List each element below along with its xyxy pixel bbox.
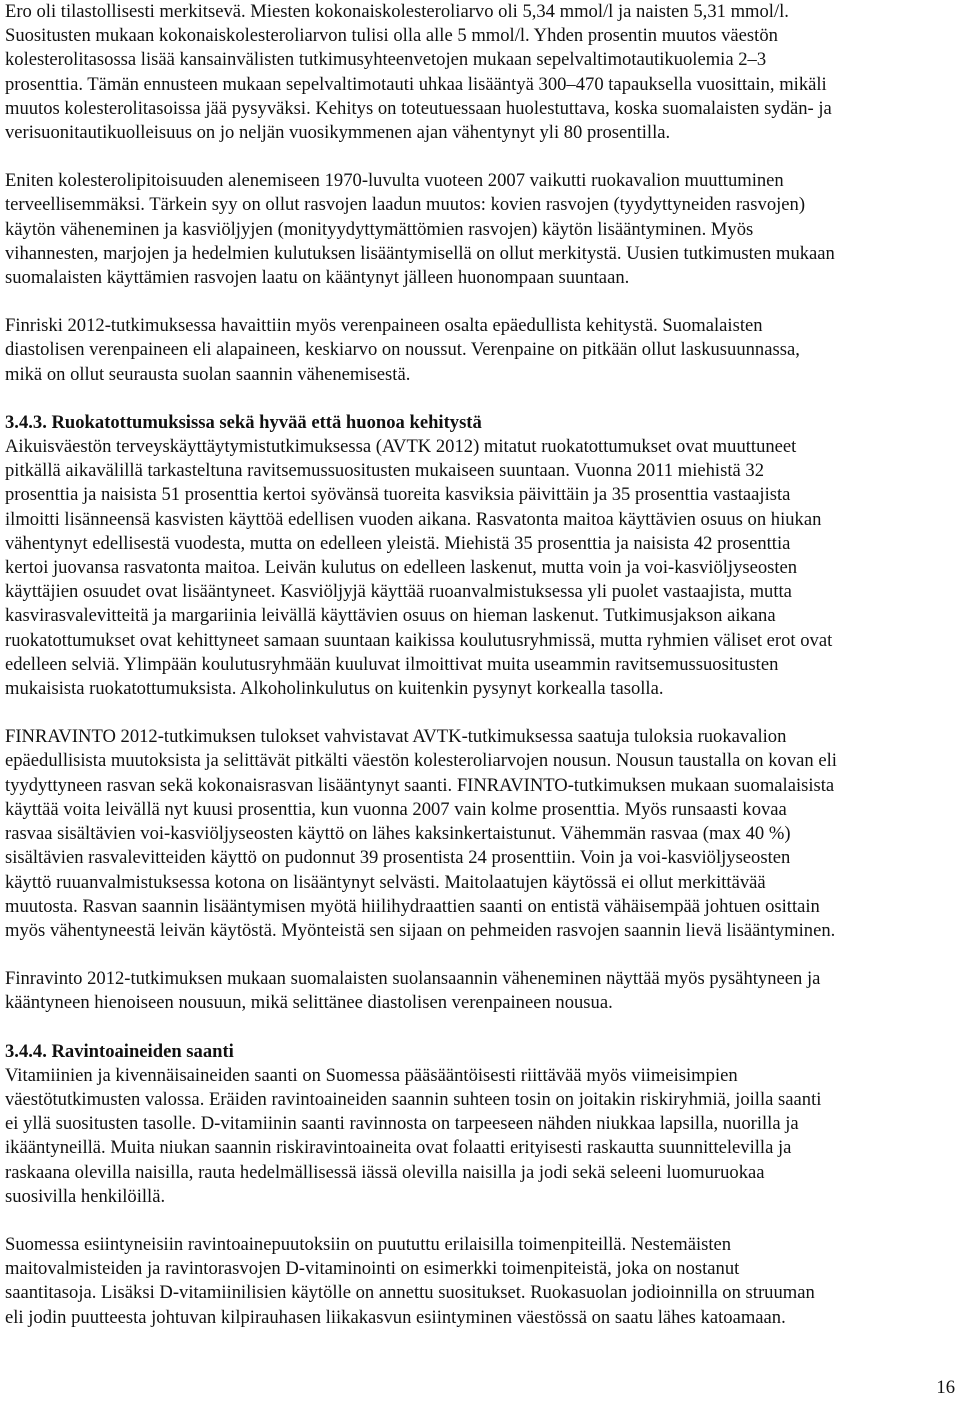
text-line: Eniten kolesterolipitoisuuden alenemiseen 1970-luvulta vuoteen 2007 vaikutti ruokavalion muuttuminen bbox=[5, 170, 784, 192]
text-line: prosenttia. Tämän ennusteen mukaan sepelvaltimotauti uhkaa lisääntyä 300–470 tapauksella vuosittain, mikäli bbox=[5, 73, 827, 95]
paragraph-diet-changes bbox=[5, 169, 957, 290]
section-eating-habits bbox=[5, 411, 957, 701]
text-line: tyydyttyneen rasvan sekä kokonaisrasvan lisääntynyt saanti. FINRAVINTO-tutkimuksen mukaan suomalaisista bbox=[5, 774, 835, 796]
text-line: raskaana olevilla naisilla, rauta hedelmällisessä iässä olevilla naisilla ja jodi sekä seleeni luomuruokaa bbox=[5, 1161, 765, 1183]
text-line: mukaisista ruokatottumuksista. Alkoholinkulutus on kuitenkin pysynyt korkealla tasolla. bbox=[5, 678, 664, 700]
paragraph-gap bbox=[5, 1016, 957, 1040]
section-heading: 3.4.3. Ruokatottumuksissa sekä hyvää että huonoa kehitystä bbox=[5, 411, 482, 433]
paragraph-deficiency-measures bbox=[5, 1233, 957, 1330]
text-line: käyttö ruuanvalmistuksessa kotona on lisääntynyt selvästi. Maitolaatujen käytössä ei ollut merkittävää bbox=[5, 871, 766, 893]
paragraph-blood-pressure bbox=[5, 314, 957, 387]
text-line: Suomessa esiintyneisiin ravintoainepuutoksiin on puututtu erilaisilla toimenpiteillä. Nestemäisten bbox=[5, 1233, 732, 1255]
text-line: rasvaa sisältävien voi-kasviöljyseosten käyttö on lähes kaksinkertaistunut. Vähemmän rasvaa (max 40 %) bbox=[5, 823, 791, 845]
paragraph-gap bbox=[5, 1209, 957, 1233]
paragraph-salt-intake bbox=[5, 967, 957, 1015]
text-line: ikääntyneillä. Muita niukan saannin riskiravintoaineita ovat folaatti erityisesti raskautta suunnittelevilla ja bbox=[5, 1137, 792, 1159]
text-line: diastolisen verenpaineen eli alapaineen, keskiarvo on noussut. Verenpaine on pitkään ollut laskusuunnassa, bbox=[5, 339, 800, 361]
paragraph-cholesterol-levels bbox=[5, 0, 957, 145]
text-line: muutos kolesterolitasoissa jää pysyväksi. Kehitys on toteutuessaan huolestuttava, koska suomalaisten sydän- ja bbox=[5, 97, 832, 119]
text-line: verisuonitautikuolleisuus on jo neljän vuosikymmenen ajan vähentynyt yli 80 prosentilla. bbox=[5, 122, 671, 144]
text-line: FINRAVINTO 2012-tutkimuksen tulokset vahvistavat AVTK-tutkimuksessa saatuja tuloksia ruokavalion bbox=[5, 726, 787, 748]
text-line: kasvirasvalevitteitä ja margariinia leivällä käyttävien osuus on hieman laskenut. Tutkimusjakson aikana bbox=[5, 605, 776, 627]
paragraph-gap bbox=[5, 290, 957, 314]
text-line: Ero oli tilastollisesti merkitsevä. Miesten kokonaiskolesteroliarvo oli 5,34 mmol/l ja naisten 5,31 mmol/l. bbox=[5, 1, 789, 22]
text-line: myös vähentyneestä leivän käytöstä. Myönteistä sen sijaan on pehmeiden rasvojen saannin lievä lisääntyminen. bbox=[5, 919, 836, 941]
paragraph-gap bbox=[5, 387, 957, 411]
text-line: käytön väheneminen ja kasviöljyjen (monityydyttymättömien rasvojen) käytön lisääntyminen. Myös bbox=[5, 218, 754, 240]
paragraph-finravinto-results bbox=[5, 725, 957, 943]
text-line: prosenttia ja naisista 51 prosenttia kertoi syövänsä tuoreita kasviksia päivittäin ja 35 prosenttia vastaajista bbox=[5, 484, 791, 506]
text-line: väestötutkimusten valossa. Eräiden ravintoaineiden saannin suhteen tosin on joitakin riskiryhmiä, joilla saanti bbox=[5, 1088, 822, 1110]
section-nutrient-intake bbox=[5, 1040, 957, 1209]
text-line: terveellisemmäksi. Tärkein syy on ollut rasvojen laadun muutos: kovien rasvojen (tyydyttyneiden rasvojen) bbox=[5, 194, 806, 216]
text-line: käyttää voita leivällä nyt kuusi prosenttia, kun vuonna 2007 vain kolme prosenttia. Myös runsaasti kovaa bbox=[5, 798, 787, 820]
text-line: Suositusten mukaan kokonaiskolesteroliarvon tulisi olla alle 5 mmol/l. Yhden prosentin muutos väestön bbox=[5, 25, 778, 47]
text-line: epäedullisista muutoksista ja selittävät pitkälti väestön kolesteroliarvojen nousun. Nousun taustalla on kovan eli bbox=[5, 750, 837, 772]
text-line: kertoi juovansa rasvatonta maitoa. Leivän kulutus on edelleen laskenut, mutta voin ja voi-kasviöljyseosten bbox=[5, 557, 798, 579]
text-line: suomalaisten käyttämien rasvojen laatu on kääntynyt jälleen huonompaan suuntaan. bbox=[5, 267, 630, 289]
text-line: saantitasoja. Lisäksi D-vitamiinilisien käytölle on annettu suositukset. Ruokasuolan jodioinnilla on struuman bbox=[5, 1282, 815, 1304]
text-line: edelleen selviä. Ylimpään koulutusryhmään kuuluvat ilmoittivat muita useammin ravitsemussuositusten bbox=[5, 653, 779, 675]
paragraph-gap bbox=[5, 943, 957, 967]
section-heading: 3.4.4. Ravintoaineiden saanti bbox=[5, 1040, 234, 1062]
page-number: 16 bbox=[936, 1377, 955, 1398]
text-line: eli jodin puutteesta johtuvan kilpirauhasen liikakasvun esiintyminen väestössä on saatu lähes katoamaan. bbox=[5, 1306, 786, 1328]
text-line: käyttäjien osuudet ovat lisääntyneet. Kasviöljyjä käyttää ruoanvalmistuksessa yli puolet vastaajista, mutta bbox=[5, 581, 792, 603]
text-line: ruokatottumukset ovat kehittyneet samaan suuntaan kaikissa koulutusryhmissä, mutta ryhmien väliset erot ovat bbox=[5, 629, 833, 651]
text-line: muutosta. Rasvan saannin lisääntymisen myötä hiilihydraattien saanti on entistä vähäisempää johtuen osittain bbox=[5, 895, 820, 917]
paragraph-gap bbox=[5, 145, 957, 169]
document-body bbox=[5, 0, 957, 1330]
text-line: vihannesten, marjojen ja hedelmien kulutuksen lisääntymisellä on ollut merkitystä. Uusien tutkimusten mukaan bbox=[5, 242, 835, 264]
text-line: pitkällä aikavälillä tarkasteltuna ravitsemussuositusten mukaiseen suuntaan. Vuonna 2011 miehistä 32 bbox=[5, 460, 764, 482]
text-line: ilmoitti lisänneensä kasvisten käyttöä edellisen vuoden aikana. Rasvatonta maitoa käyttävien osuus on hiukan bbox=[5, 508, 822, 530]
text-line: mikä on ollut seurausta suolan saannin vähenemisestä. bbox=[5, 363, 411, 385]
text-line: sisältävien rasvalevitteiden käyttö on pudonnut 39 prosentista 24 prosenttiin. Voin ja voi-kasviöljyseosten bbox=[5, 847, 791, 869]
text-line: Vitamiinien ja kivennäisaineiden saanti on Suomessa pääsääntöisesti riittävää myös viimeisimpien bbox=[5, 1064, 738, 1086]
text-line: Finriski 2012-tutkimuksessa havaittiin myös verenpaineen osalta epäedullista kehitystä. Suomalaisten bbox=[5, 315, 763, 337]
text-line: Aikuisväestön terveyskäyttäytymistutkimuksessa (AVTK 2012) mitatut ruokatottumukset ovat muuttuneet bbox=[5, 436, 797, 458]
paragraph-gap bbox=[5, 701, 957, 725]
text-line: kääntyneen hienoiseen nousuun, mikä selittänee diastolisen verenpaineen nousua. bbox=[5, 992, 613, 1014]
text-line: suosivilla henkilöillä. bbox=[5, 1185, 166, 1207]
text-line: kolesterolitasossa lisää kansainvälisten tutkimusyhteenvetojen mukaan sepelvaltimotautikuolemia 2–3 bbox=[5, 49, 767, 71]
text-line: ei yllä suositusten tasolle. D-vitamiinin saanti ravinnosta on tarpeeseen nähden niukkaa lapsilla, nuorilla ja bbox=[5, 1113, 799, 1135]
text-line: vähentynyt edellisestä vuodesta, mutta on edelleen yleistä. Miehistä 35 prosenttia ja naisista 42 prosenttia bbox=[5, 532, 791, 554]
text-line: maitovalmisteiden ja ravintorasvojen D-vitaminointi on esimerkki toimenpiteistä, joka on nostanut bbox=[5, 1258, 740, 1280]
text-line: Finravinto 2012-tutkimuksen mukaan suomalaisten suolansaannin väheneminen näyttää myös pysähtyneen ja bbox=[5, 968, 821, 990]
